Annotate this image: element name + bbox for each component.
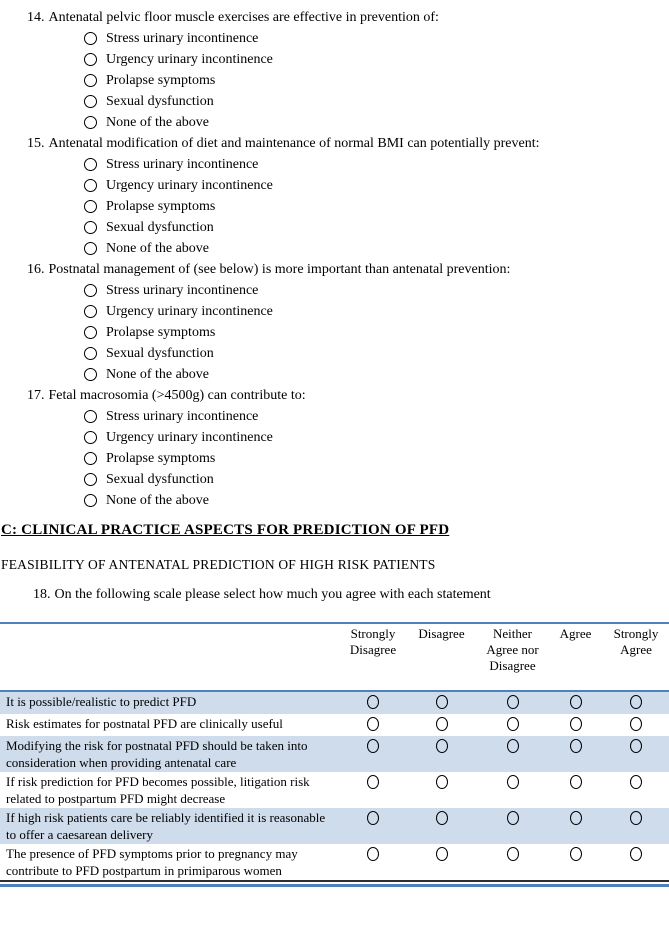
- option-label: Sexual dysfunction: [106, 220, 214, 235]
- radio-option[interactable]: [84, 322, 669, 343]
- radio-button-icon[interactable]: [84, 32, 97, 45]
- likert-header-agree: Agree: [559, 626, 592, 641]
- question-18: [33, 584, 669, 605]
- question-text: Antenatal modification of diet and maintenance of normal BMI can potentially prevent:: [48, 136, 540, 151]
- likert-radio-cell[interactable]: [406, 772, 477, 808]
- question-text: Fetal macrosomia (>4500g) can contribute to:: [48, 388, 306, 403]
- radio-button-icon[interactable]: [630, 739, 642, 753]
- radio-button-icon[interactable]: [630, 847, 642, 861]
- radio-option[interactable]: [84, 112, 669, 133]
- option-label: Sexual dysfunction: [106, 94, 214, 109]
- likert-radio-cell[interactable]: [477, 808, 548, 844]
- radio-button-icon[interactable]: [570, 695, 582, 709]
- likert-radio-cell[interactable]: [603, 772, 669, 808]
- option-label: Urgency urinary incontinence: [106, 430, 273, 445]
- radio-button-icon[interactable]: [84, 53, 97, 66]
- likert-header-disagree: Disagree: [418, 626, 465, 641]
- option-label: Sexual dysfunction: [106, 472, 214, 487]
- likert-header-strongly-agree: Strongly Agree: [613, 626, 659, 657]
- likert-statement: Modifying the risk for postnatal PFD should be taken into consideration when providing antenatal care: [6, 738, 308, 770]
- radio-option[interactable]: [84, 217, 669, 238]
- radio-option[interactable]: [84, 238, 669, 259]
- radio-button-icon[interactable]: [367, 695, 379, 709]
- radio-button-icon[interactable]: [84, 473, 97, 486]
- radio-button-icon[interactable]: [507, 695, 519, 709]
- radio-option[interactable]: [84, 343, 669, 364]
- question-text: On the following scale please select how much you agree with each statement: [54, 587, 491, 602]
- option-label: None of the above: [106, 367, 210, 382]
- radio-option[interactable]: [84, 49, 669, 70]
- likert-radio-cell[interactable]: [340, 808, 406, 844]
- radio-button-icon[interactable]: [507, 847, 519, 861]
- option-label: Urgency urinary incontinence: [106, 178, 273, 193]
- option-label: Prolapse symptoms: [106, 73, 216, 88]
- radio-option[interactable]: [84, 301, 669, 322]
- likert-radio-cell[interactable]: [340, 844, 406, 881]
- likert-radio-cell[interactable]: [548, 772, 603, 808]
- section-subheading: FEASIBILITY OF ANTENATAL PREDICTION OF HIGH RISK PATIENTS: [1, 557, 436, 572]
- likert-statement: Risk estimates for postnatal PFD are clinically useful: [6, 716, 283, 731]
- radio-button-icon[interactable]: [570, 775, 582, 789]
- likert-table: [0, 622, 669, 882]
- likert-radio-cell[interactable]: [477, 736, 548, 772]
- likert-statement: The presence of PFD symptoms prior to pregnancy may contribute to PFD postpartum in primiparous women: [6, 846, 298, 878]
- radio-option[interactable]: [84, 364, 669, 385]
- question-line: [27, 133, 669, 154]
- question-line: [27, 7, 669, 28]
- radio-button-icon[interactable]: [84, 368, 97, 381]
- radio-option[interactable]: [84, 154, 669, 175]
- option-label: Prolapse symptoms: [106, 199, 216, 214]
- likert-radio-cell[interactable]: [406, 714, 477, 736]
- likert-radio-cell[interactable]: [406, 691, 477, 714]
- likert-radio-cell[interactable]: [548, 714, 603, 736]
- radio-button-icon[interactable]: [84, 284, 97, 297]
- question-14: [27, 7, 669, 133]
- radio-button-icon[interactable]: [84, 347, 97, 360]
- table-bottom-rule: [0, 884, 669, 887]
- radio-button-icon[interactable]: [570, 717, 582, 731]
- likert-radio-cell[interactable]: [406, 808, 477, 844]
- likert-row: [0, 736, 669, 772]
- radio-option[interactable]: [84, 469, 669, 490]
- radio-button-icon[interactable]: [436, 775, 448, 789]
- option-label: Prolapse symptoms: [106, 325, 216, 340]
- likert-radio-cell[interactable]: [603, 808, 669, 844]
- likert-header-row: [0, 623, 669, 691]
- likert-row: [0, 714, 669, 736]
- radio-button-icon[interactable]: [84, 326, 97, 339]
- radio-button-icon[interactable]: [436, 739, 448, 753]
- likert-radio-cell[interactable]: [340, 714, 406, 736]
- question-number: 16.: [27, 262, 45, 277]
- likert-radio-cell[interactable]: [603, 736, 669, 772]
- radio-button-icon[interactable]: [630, 695, 642, 709]
- radio-button-icon[interactable]: [630, 775, 642, 789]
- option-label: Stress urinary incontinence: [106, 31, 259, 46]
- question-17: [27, 385, 669, 511]
- radio-button-icon[interactable]: [436, 695, 448, 709]
- likert-statement: If high risk patients care be reliably identified it is reasonable to offer a caesarean delivery: [6, 810, 326, 842]
- radio-button-icon[interactable]: [570, 739, 582, 753]
- radio-button-icon[interactable]: [84, 74, 97, 87]
- radio-button-icon[interactable]: [367, 717, 379, 731]
- question-number: 15.: [27, 136, 45, 151]
- radio-button-icon[interactable]: [84, 116, 97, 129]
- likert-radio-cell[interactable]: [477, 714, 548, 736]
- likert-radio-cell[interactable]: [340, 772, 406, 808]
- radio-button-icon[interactable]: [570, 847, 582, 861]
- likert-radio-cell[interactable]: [477, 691, 548, 714]
- option-label: Prolapse symptoms: [106, 451, 216, 466]
- question-line: [27, 259, 669, 280]
- option-label: None of the above: [106, 115, 210, 130]
- radio-option[interactable]: [84, 280, 669, 301]
- radio-button-icon[interactable]: [436, 811, 448, 825]
- radio-option[interactable]: [84, 70, 669, 91]
- section-heading: C: CLINICAL PRACTICE ASPECTS FOR PREDICTION OF PFD: [1, 522, 450, 538]
- radio-button-icon[interactable]: [84, 200, 97, 213]
- option-label: Stress urinary incontinence: [106, 283, 259, 298]
- likert-radio-cell[interactable]: [340, 691, 406, 714]
- radio-option[interactable]: [84, 490, 669, 511]
- likert-radio-cell[interactable]: [406, 736, 477, 772]
- likert-statement: It is possible/realistic to predict PFD: [6, 694, 197, 709]
- option-label: Urgency urinary incontinence: [106, 52, 273, 67]
- option-label: None of the above: [106, 241, 210, 256]
- radio-button-icon[interactable]: [367, 739, 379, 753]
- likert-row: [0, 772, 669, 808]
- question-text: Antenatal pelvic floor muscle exercises are effective in prevention of:: [48, 10, 439, 25]
- likert-radio-cell[interactable]: [548, 844, 603, 881]
- radio-button-icon[interactable]: [367, 775, 379, 789]
- radio-button-icon[interactable]: [367, 847, 379, 861]
- radio-button-icon[interactable]: [630, 811, 642, 825]
- radio-option[interactable]: [84, 448, 669, 469]
- radio-button-icon[interactable]: [84, 242, 97, 255]
- radio-button-icon[interactable]: [570, 811, 582, 825]
- option-label: Urgency urinary incontinence: [106, 304, 273, 319]
- likert-row: [0, 691, 669, 714]
- radio-option[interactable]: [84, 196, 669, 217]
- radio-button-icon[interactable]: [84, 95, 97, 108]
- likert-radio-cell[interactable]: [548, 808, 603, 844]
- radio-button-icon[interactable]: [436, 847, 448, 861]
- likert-header-neither: Neither Agree nor Disagree: [486, 626, 539, 673]
- likert-radio-cell[interactable]: [406, 844, 477, 881]
- question-text: Postnatal management of (see below) is more important than antenatal prevention:: [48, 262, 511, 277]
- likert-radio-cell[interactable]: [340, 736, 406, 772]
- likert-radio-cell[interactable]: [548, 691, 603, 714]
- likert-radio-cell[interactable]: [548, 736, 603, 772]
- radio-button-icon[interactable]: [507, 775, 519, 789]
- likert-radio-cell[interactable]: [603, 714, 669, 736]
- radio-option[interactable]: [84, 175, 669, 196]
- option-label: None of the above: [106, 493, 210, 508]
- radio-button-icon[interactable]: [507, 717, 519, 731]
- radio-button-icon[interactable]: [436, 717, 448, 731]
- radio-button-icon[interactable]: [84, 431, 97, 444]
- likert-row: [0, 844, 669, 881]
- question-line: [27, 385, 669, 406]
- radio-button-icon[interactable]: [84, 305, 97, 318]
- radio-button-icon[interactable]: [84, 221, 97, 234]
- question-number: 18.: [33, 587, 51, 602]
- question-number: 14.: [27, 10, 45, 25]
- likert-header-strongly-disagree: Strongly Disagree: [349, 626, 397, 657]
- radio-button-icon[interactable]: [84, 452, 97, 465]
- likert-statement: If risk prediction for PFD becomes possible, litigation risk related to postpartum PFD might decrease: [6, 774, 310, 806]
- radio-option[interactable]: [84, 91, 669, 112]
- radio-button-icon[interactable]: [507, 811, 519, 825]
- question-16: [27, 259, 669, 385]
- radio-button-icon[interactable]: [507, 739, 519, 753]
- radio-button-icon[interactable]: [84, 494, 97, 507]
- likert-radio-cell[interactable]: [477, 772, 548, 808]
- likert-header-empty: [0, 623, 340, 691]
- option-label: Stress urinary incontinence: [106, 157, 259, 172]
- question-15: [27, 133, 669, 259]
- radio-button-icon[interactable]: [630, 717, 642, 731]
- radio-button-icon[interactable]: [84, 179, 97, 192]
- radio-option[interactable]: [84, 28, 669, 49]
- likert-radio-cell[interactable]: [603, 691, 669, 714]
- radio-button-icon[interactable]: [84, 410, 97, 423]
- option-label: Stress urinary incontinence: [106, 409, 259, 424]
- radio-button-icon[interactable]: [367, 811, 379, 825]
- likert-radio-cell[interactable]: [477, 844, 548, 881]
- radio-option[interactable]: [84, 406, 669, 427]
- radio-button-icon[interactable]: [84, 158, 97, 171]
- question-number: 17.: [27, 388, 45, 403]
- option-label: Sexual dysfunction: [106, 346, 214, 361]
- radio-option[interactable]: [84, 427, 669, 448]
- likert-row: [0, 808, 669, 844]
- likert-radio-cell[interactable]: [603, 844, 669, 881]
